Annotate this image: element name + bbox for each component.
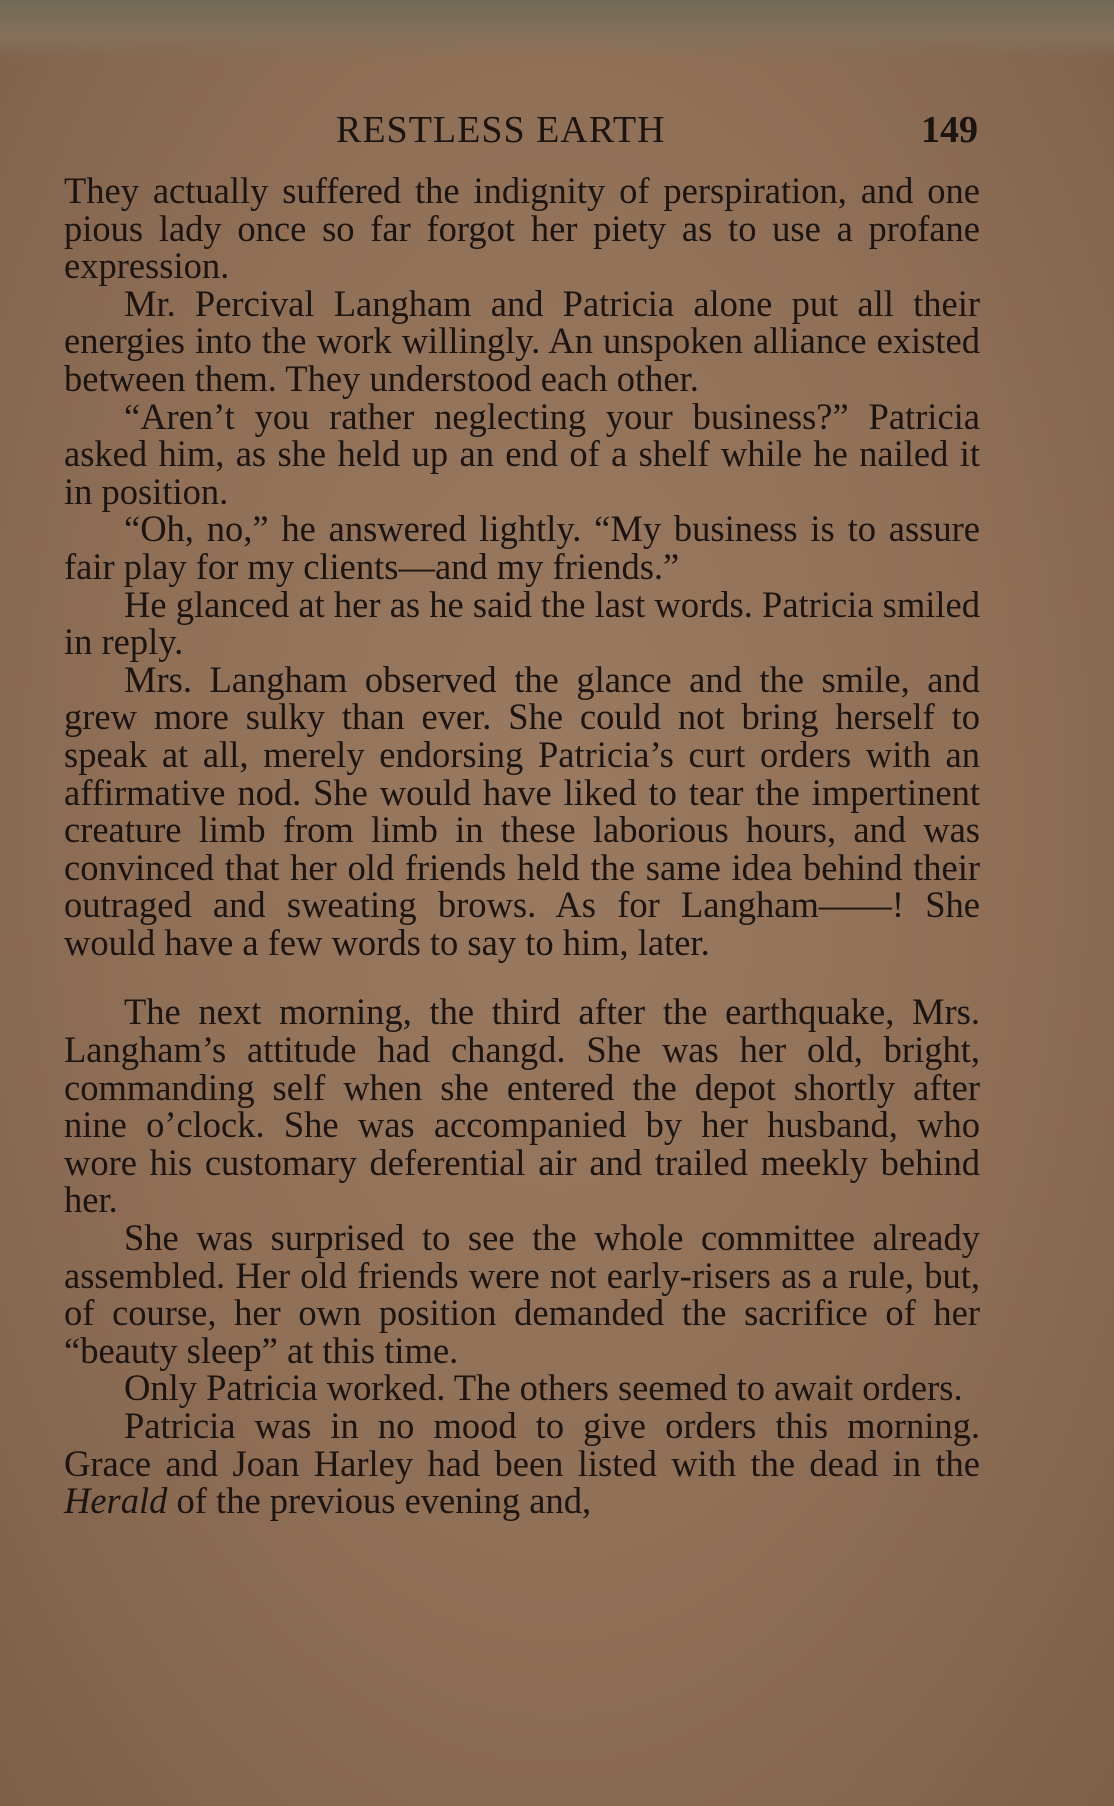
page-body xyxy=(64,172,980,1520)
running-title: RESTLESS EARTH xyxy=(336,109,666,151)
page-top-edge xyxy=(0,0,1114,60)
running-header xyxy=(66,108,978,158)
page-number: 149 xyxy=(921,109,978,151)
paragraph-6: Mrs. Langham observed the glance and the smile, and grew more sulky than ever. She could not bring herself to speak at all, merely endorsing Patricia’s curt orders with an affirmative nod. She would have liked to tear the impertinent creature limb from limb in these laborious hours, and was convinced that her old friends held the same idea behind their outraged and sweating brows. As for Langham——! She would have a few words to say to him, later. xyxy=(64,658,980,963)
paragraph-3: “Aren’t you rather neglecting your business?” Patricia asked him, as she held up an end of a shelf while he nailed it in position. xyxy=(64,395,980,512)
paragraph-2: Mr. Percival Langham and Patricia alone put all their energies into the work willingly. An unspoken alliance existed between them. They understood each other. xyxy=(64,282,980,399)
paragraph-10 xyxy=(64,1407,980,1520)
paragraph-10-text-a: Patricia was in no mood to give orders this morning. Grace and Joan Harley had been listed with the dead in the xyxy=(64,1405,980,1484)
paragraph-7: The next morning, the third after the earthquake, Mrs. Langham’s attitude had changd. She was her old, bright, commanding self when she entered the depot shortly after nine o’clock. She was accompanied by her husband, who wore his customary deferential air and trailed meekly behind her. xyxy=(64,991,980,1221)
paragraph-1: They actually suffered the indignity of perspiration, and one pious lady once so far forgot her piety as to use a profane expression. xyxy=(64,170,980,287)
paragraph-5: He glanced at her as he said the last words. Patricia smiled in reply. xyxy=(64,583,980,663)
paragraph-9: Only Patricia worked. The others seemed to await orders. xyxy=(124,1367,963,1409)
paragraph-8: She was surprised to see the whole committee already assembled. Her old friends were not early-risers as a rule, but, of course, her own position demanded the sacrifice of her “beauty sleep” at this time. xyxy=(64,1217,980,1371)
paragraph-10-text-b: of the previous evening and, xyxy=(167,1480,592,1522)
paragraph-4: “Oh, no,” he answered lightly. “My business is to assure fair play for my clients—and my friends.” xyxy=(64,508,980,587)
newspaper-title: Herald xyxy=(64,1480,168,1522)
